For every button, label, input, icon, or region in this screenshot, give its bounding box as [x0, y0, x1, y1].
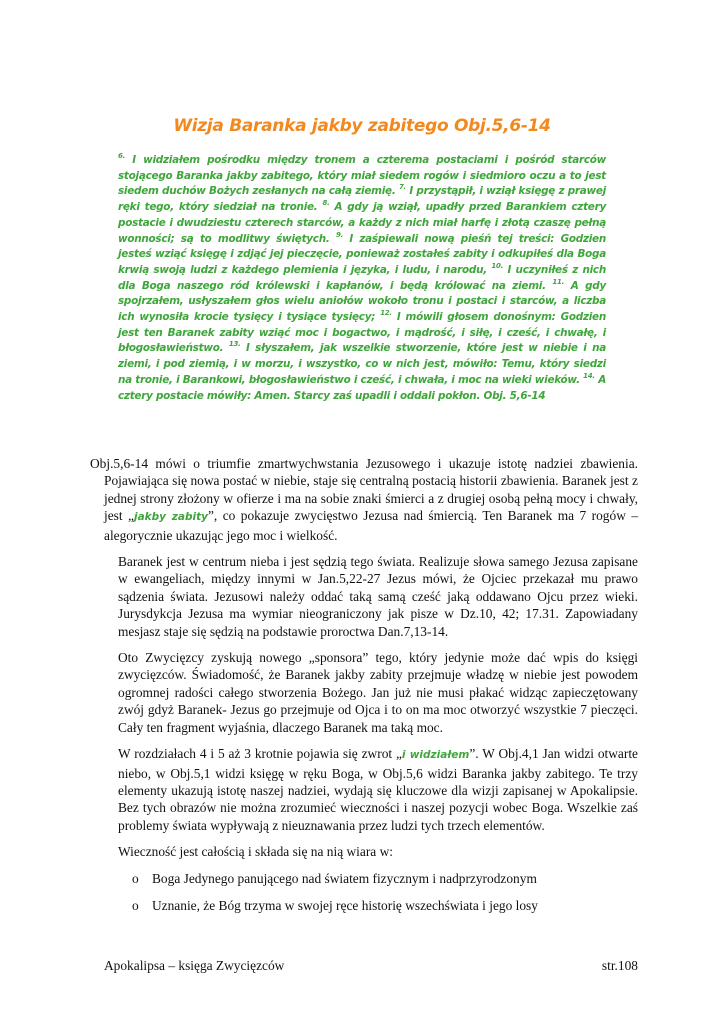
paragraph: Oto Zwycięzcy zyskują nowego „sponsora” tego, który jedynie może dać wpis do księgi zwycięzców. Świadomość, że Baranek jakby zabity przejmuje władzę w niebie jest powodem ogromnej radości całego stworzenia Bożego. Jan już nie musi płakać widząc zapieczętowany zwój gdyż Baranek- Jezus go przejmuje od Ojca i to on ma moc otworzyć wszystkie 7 pieczęci. Cały ten fragment wyjaśnia, dlaczego Baranek ma taką moc. [118, 650, 638, 735]
verse-number: 11. [552, 277, 565, 286]
list-item [118, 870, 638, 887]
list-item-text: Boga Jedynego panującego nad światem fizycznym i nadprzyrodzonym [152, 870, 537, 886]
verse-text: I uczyniłeś z nich dla Boga naszego ród królewski i kapłanów, i będą królować na ziemi. [118, 263, 606, 292]
emphasis-text: i widziałem [401, 749, 470, 762]
bullet-list [118, 870, 638, 915]
verse-text: I przystąpił, i wziął księgę z prawej ręki tego, który siedział na tronie. [118, 185, 606, 214]
verse-text: I słyszałem, jak wszelkie stworzenie, które jest w niebie i na ziemi, i pod ziemią, i w morzu, i wszystko, co w nich jest, mówiło: Temu, który siedzi na tronie, i Barankowi, błogosławieństwo i cześć, i chwała, i moc na wieki wieków. [118, 342, 606, 386]
paragraph-text: ”. W Obj.4,1 Jan widzi otwarte niebo, w Obj.5,1 widzi księgę w ręku Boga, w Obj.5,6 widzi Baranka jakby zabitego. Te trzy elementy ukazują istotę naszej nadziei, wydają się kluczowe dla wizji zapisanej w Apokalipsie. Bez tych obrazów nie można zrozumieć wieczności i naszej pozycji wobec Boga. Wszelkie zaś problemy świata wypływają z nieuznawania przez ludzi tych trzech elementów. [118, 746, 638, 833]
verse-number: 12. [380, 309, 392, 318]
footer-book-title: Apokalipsa – księga Zwycięzców [104, 958, 285, 973]
scripture-quote [118, 153, 606, 404]
bullet-icon: o [132, 870, 139, 886]
paragraph [118, 745, 638, 834]
verse-number: 14. [583, 371, 595, 380]
verse-text: A gdy ją wziął, upadły przed Barankiem cztery postacie i dwudziestu czterech starców, a każdy z nich miał harfę i złotą czaszę pełną wonności; są to modlitwy świętych. [118, 201, 607, 245]
paragraph: Baranek jest w centrum nieba i jest sędzią tego świata. Realizuje słowa samego Jezusa zapisane w ewangeliach, między innymi w Jan.5,22-27 Jezus mówi, że Ojciec przekazał mu prawo sądzenia świata. Jezusowi należy oddać taką samą cześć jaką oddawano Ojcu przez wieki. Jurysdykcja Jezusa ma wymiar nieograniczony jak pisze w Dz.10, 42; 17.31. Zapowiadany mesjasz staje się sędzią na podstawie proroctwa Dan.7,13-14. [118, 554, 638, 639]
bullet-icon: o [132, 897, 139, 913]
verse-number: 7. [398, 183, 406, 192]
paragraph-text: W rozdziałach 4 i 5 aż 3 krotnie pojawia się zwrot „ [118, 746, 402, 762]
paragraph: Wieczność jest całością i składa się na nią wiara w: [118, 844, 393, 860]
verse-text: I mówili głosem donośnym: Godzien jest ten Baranek zabity wziąć moc i bogactwo, i mądrość, i siłę, i cześć, i chwałę, i błogosławieństwo. [118, 311, 606, 355]
verse-number: 10. [491, 261, 504, 270]
verse-text: I zaśpiewali nową pieśń tej treści: Godzien jesteś wziąć księgę i zdjąć jej pieczęcie, ponieważ zostałeś zabity i odkupiłeś dla Boga krwią swoją ludzi z każdego plemienia i języka, i ludu, i narodu, [118, 232, 607, 276]
list-item-text: Uznanie, że Bóg trzyma w swojej ręce historię wszechświata i jego losy [152, 897, 538, 913]
verse-number: 9. [335, 230, 343, 239]
verse-number: 8. [322, 199, 330, 208]
paragraph-text: ”, co pokazuje zwycięstwo Jezusa nad śmiercią. Ten Baranek ma 7 rogów – alegorycznie ukazując jego moc i wielkość. [104, 508, 639, 543]
list-item [118, 897, 638, 914]
body-text [90, 455, 639, 924]
verse-text: I widziałem pośrodku między tronem a czterema postaciami i pośród starców stojącego Baranka jakby zabitego, który miał siedem rogów i siedmioro oczu a to jest siedem duchów Bożych zesłanych na całą ziemię. [118, 154, 606, 198]
emphasis-text: jakby zabity [134, 511, 208, 524]
paragraph-text: Obj.5,6-14 mówi o triumfie zmartwychwstania Jezusowego i ukazuje istotę nadziei zbawienia. Pojawiająca się nowa postać w niebie, staje się centralną postacią historii zbawienia. Baranek jest z jednej strony złożony w ofierze i ma na sobie znaki śmierci a z drugiej osobą pełną mocy i chwały, jest „ [90, 456, 638, 524]
verse-text: A gdy spojrzałem, usłyszałem głos wielu aniołów wokoło tronu i postaci i starców, a liczba ich wynosiła krocie tysięcy i tysiące tysięcy; [118, 279, 606, 324]
page-title: Wizja Baranka jakby zabitego Obj.5,6-14 [173, 116, 551, 136]
verse-text: A cztery postacie mówiły: Amen. Starcy zaś upadli i oddali pokłon. Obj. 5,6-14 [118, 373, 606, 402]
verse-number: 13. [228, 340, 241, 349]
verse-number: 6. [118, 152, 126, 160]
page-number: str.108 [601, 958, 638, 973]
paragraph [90, 455, 639, 544]
